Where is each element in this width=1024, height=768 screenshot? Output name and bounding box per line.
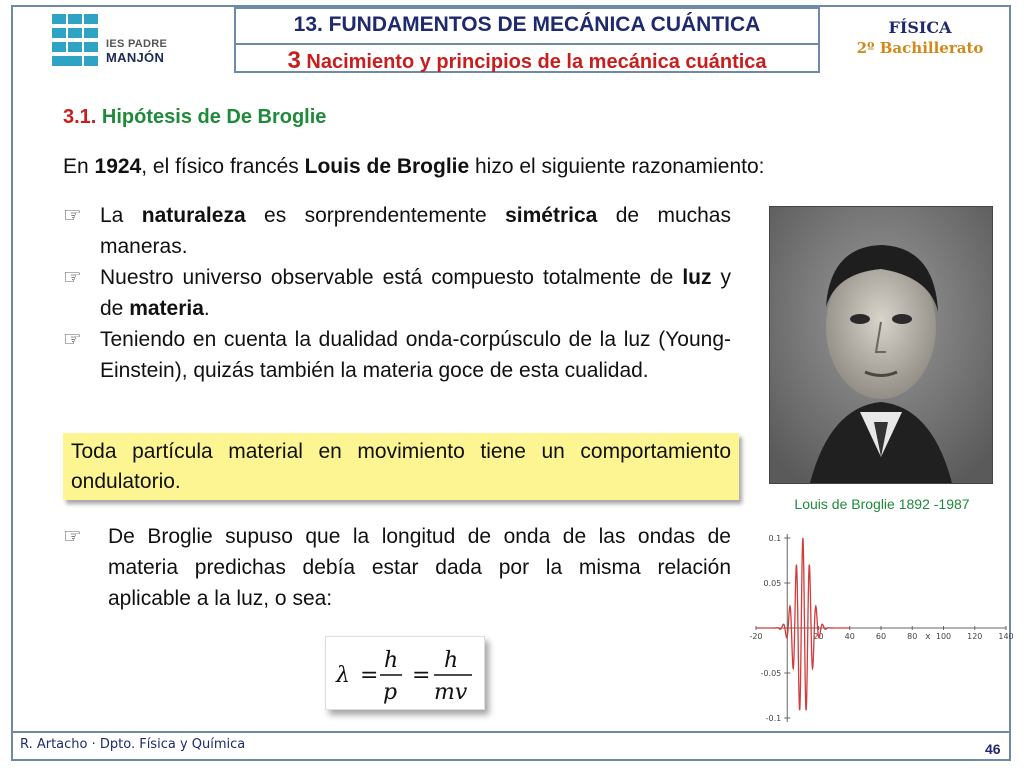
intro-text: , el físico francés xyxy=(141,155,305,178)
portrait-image xyxy=(770,207,992,483)
section-number: 3.1. xyxy=(63,106,97,128)
y-tick-label: 0.1 xyxy=(768,534,782,543)
subject-name: FÍSICA xyxy=(888,18,952,37)
x-tick-label: -20 xyxy=(749,632,763,641)
x-tick-label: 80 xyxy=(907,632,918,641)
bullet-list xyxy=(63,200,731,386)
pointing-hand-icon: ☞ xyxy=(63,204,82,227)
pointing-hand-icon: ☞ xyxy=(63,266,82,289)
wave-packet-plot xyxy=(738,528,1014,724)
logo-line1: IES PADRE xyxy=(106,38,168,50)
header-divider xyxy=(236,43,818,45)
portrait-photo xyxy=(769,206,993,484)
y-tick-label: 0.05 xyxy=(763,579,782,588)
lambda-symbol: λ xyxy=(336,663,350,688)
unit-title: 13. FUNDAMENTOS DE MECÁNICA CUÁNTICA xyxy=(293,13,761,36)
footer-divider xyxy=(11,731,1011,733)
course-level: 2º Bachillerato xyxy=(856,39,984,57)
photo-caption: Louis de Broglie 1892 -1987 xyxy=(794,496,970,512)
header-title-box xyxy=(234,7,820,73)
footer-author: R. Artacho · Dpto. Física y Química xyxy=(20,737,246,752)
y-tick-label: -0.05 xyxy=(760,669,782,678)
logo-line2: MANJÓN xyxy=(106,50,165,65)
lesson-title xyxy=(236,47,818,75)
bullet-text: La xyxy=(100,204,142,227)
logo-grid-icon xyxy=(52,14,98,68)
x-tick-label: 100 xyxy=(935,632,952,641)
h-numerator: h xyxy=(444,648,459,673)
bullet-text: Teniendo en cuenta la dualidad onda-corpúsculo de la luz (Young-Einstein), quizás también la materia goce de esta cualidad. xyxy=(100,328,731,382)
intro-paragraph xyxy=(63,155,765,179)
bullet-text: De Broglie supuso que la longitud de onda de las ondas de materia predichas debía estar dada por la misma relación aplicable a la luz, o sea: xyxy=(108,525,731,610)
equals-sign: = xyxy=(412,663,431,688)
x-tick-label: 140 xyxy=(998,632,1014,641)
subject-badge xyxy=(830,18,1010,57)
lesson-title-text: Nacimiento y principios de la mecánica cuántica xyxy=(306,51,767,73)
equals-sign: = xyxy=(360,663,379,688)
bullet-text: . xyxy=(203,297,210,320)
bullet-bold: simétrica xyxy=(505,204,598,227)
key-statement-box: Toda partícula material en movimiento tiene un comportamiento ondulatorio. xyxy=(63,433,739,500)
section-heading xyxy=(63,106,326,129)
lesson-number: 3 xyxy=(287,47,301,74)
formula-graphic xyxy=(326,637,484,709)
page-number: 46 xyxy=(985,741,1001,757)
mv-denominator: mv xyxy=(434,680,468,705)
intro-text: En xyxy=(63,155,95,178)
bullet-text: de muchas maneras. xyxy=(100,204,731,258)
list-item xyxy=(63,262,731,324)
list-item xyxy=(63,521,731,614)
h-numerator: h xyxy=(384,648,399,673)
x-tick-label: 20 xyxy=(813,632,824,641)
x-tick-label: 60 xyxy=(875,632,887,641)
wave-packet-line xyxy=(756,538,850,710)
intro-name: Louis de Broglie xyxy=(304,155,470,178)
pointing-hand-icon: ☞ xyxy=(63,525,82,548)
y-tick-label: -0.1 xyxy=(765,714,782,723)
section-title: Hipótesis de De Broglie xyxy=(101,106,327,128)
bullet-bold: naturaleza xyxy=(141,204,246,227)
bullet-text: y de xyxy=(100,266,731,320)
p-denominator: p xyxy=(383,680,398,705)
school-logo xyxy=(50,12,180,72)
x-axis-label: x xyxy=(925,632,931,642)
list-item xyxy=(63,200,731,262)
pointing-hand-icon: ☞ xyxy=(63,328,82,351)
bullet-bold: luz xyxy=(682,266,712,289)
intro-year: 1924 xyxy=(94,155,142,178)
intro-text: hizo el siguiente razonamiento: xyxy=(469,155,765,178)
bullet-bold: materia xyxy=(129,297,204,320)
bullet-text: Nuestro universo observable está compuesto totalmente de xyxy=(100,266,683,289)
de-broglie-formula xyxy=(325,636,485,710)
list-item xyxy=(63,324,731,386)
x-tick-label: 40 xyxy=(844,632,855,641)
bullet-text: es sorprendentemente xyxy=(245,204,506,227)
x-tick-label: 120 xyxy=(967,632,983,641)
